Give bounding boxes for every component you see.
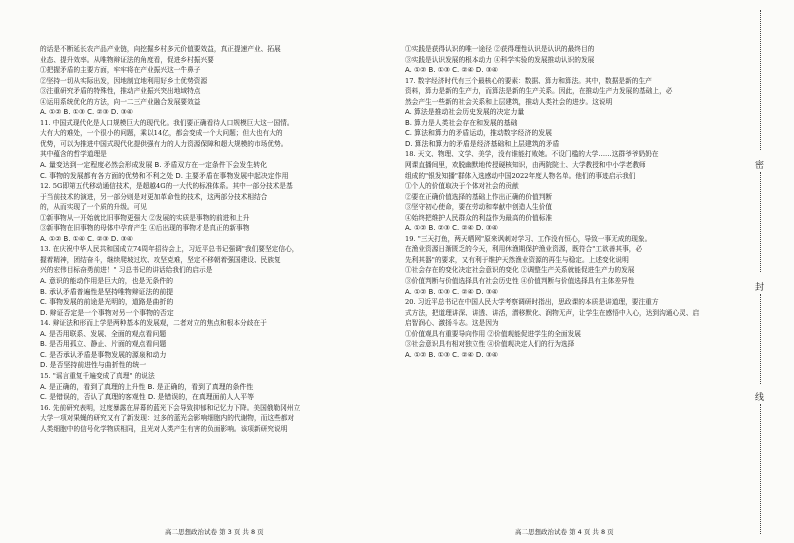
- text-line: 其中蕴含的哲学道理是: [40, 150, 107, 159]
- text-line: 15. "谣言重复千遍变成了真理" 的说法: [40, 371, 155, 380]
- text-line: 启智润心、激扬斗志。这是因为: [405, 319, 499, 328]
- text-line: D. 是否坚持前进性与曲折性的统一: [40, 361, 147, 370]
- text-line: A. ①② B. ①④ C. ②③ D. ③④: [40, 234, 133, 243]
- text-line: 兴的宏伟目标奋勇前进！" 习总书记的讲话给我们的启示是: [40, 266, 213, 275]
- text-line: A. 是正确的，看到了真理的上升性 B. 是正确的，看到了真理的条件性: [40, 382, 254, 391]
- text-line: A. ①② B. ②③ C. ②④ D. ③④: [405, 224, 498, 233]
- page-footer-left: 高二思想政治试卷 第 3 页 共 8 页: [165, 528, 264, 536]
- text-line: 于当前技术的演进，另一部分则是对更加革命性的技术，这两部分技术相结合: [40, 192, 268, 201]
- text-line: C. 事物的发展都有各方面的优势和不利之处 D. 主要矛盾在事物发展中起决定作用: [40, 171, 289, 180]
- text-line: 然会产生一些新的社会关系和上层建筑，推动人类社会的进步。这说明: [405, 97, 613, 106]
- left-page-text: [40, 44, 392, 434]
- text-line: A. 是否用联系、发展、全面的观点看问题: [40, 329, 167, 338]
- text-line: ①社会存在的变化决定社会意识的变化 ②调整生产关系就能促进生产力的发展: [405, 266, 635, 275]
- text-line: C. 事物发展的前途是光明的，道路是曲折的: [40, 298, 174, 307]
- text-line: ②坚持一切从实际出发，因地制宜地利用好乡土优势资源: [40, 76, 208, 85]
- text-line: ③注重研究矛盾的特殊性，推动产业振兴突出地域特点: [40, 87, 201, 96]
- text-line: 16. 先前研究表明，过度暴露在屏幕的蓝光下会导致抑郁和记忆力下降。美国俄勒冈州立: [40, 403, 301, 412]
- text-line: A. ①② B. ①③ C. ②④ D. ③④: [405, 287, 498, 296]
- text-line: 组成的"银发知播"群体入选感动中国2022年度人物名单。他们的事迹启示我们: [405, 171, 636, 180]
- text-line: 18. 天文、物理、文学、美学，没有谁能打败她。不设门槛的大学……这群爷爷奶奶在: [405, 150, 659, 159]
- text-line: ③坚守初心使命，要在劳动和奉献中创造人生价值: [405, 203, 553, 212]
- text-line: ②要在正确价值选择的基础上作出正确的价值判断: [405, 192, 553, 201]
- text-line: 在渔业资源日渐匮乏的今天，利用休渔期保护渔业资源，既符合"工欲善其事，必: [405, 245, 643, 254]
- text-line: 的话是不断延长农产品产业链，向挖掘乡村多元价值要效益，真正提速产业、拓展: [40, 45, 281, 53]
- text-line: A. 量变达到一定程度必然会形成发展 B. 矛盾双方在一定条件下会发生转化: [40, 161, 267, 170]
- text-line: D. 辩证否定是一个事物对另一个事物的否定: [40, 308, 174, 317]
- text-line: 12. 5G即第五代移动通信技术，是超越4G的一大代的标准体系。其中一部分技术是基: [40, 182, 293, 191]
- binding-margin: [752, 10, 770, 535]
- text-line: 的，从而实现了一个质的升级。可见: [40, 203, 147, 212]
- text-line: B. 算力是人类社会存在和发展的基础: [405, 118, 518, 127]
- page-footer-right: 高二思想政治试卷 第 4 页 共 8 页: [515, 528, 614, 536]
- text-line: 14. 辩证法和形而上学是两种基本的发展观，二者对立的焦点和根本分歧在于: [40, 319, 267, 328]
- text-line: 先利其器"的要求，又有利于维护天然渔业资源的再生与稳定。上述变化说明: [405, 255, 629, 264]
- text-line: 20. 习近平总书记在中国人民大学考察调研时指出，思政课的本质是讲道理，要注重方: [405, 298, 659, 307]
- text-line: 业态、提升效率。从唯物辩证法的角度看，促进乡村振兴要: [40, 55, 214, 64]
- text-line: ③新事物在旧事物的母体中孕育产生 ④后出现的事物才是真正的新事物: [40, 224, 250, 233]
- text-line: 17. 数字经济时代有三个最核心的要素：数据、算力和算法。其中，数据是新的生产: [405, 76, 652, 85]
- binding-mark-line: 线: [755, 393, 765, 403]
- text-line: A. ①② B. ①③ C. ②④ D. ③④: [405, 66, 498, 75]
- text-line: A. ①② B. ①③ C. ②④ D. ③④: [405, 350, 498, 359]
- text-line: B. 是否用孤立、静止、片面的观点看问题: [40, 340, 167, 349]
- text-line: A. ①② B. ①③ C. ②③ D. ③④: [40, 108, 133, 117]
- text-line: ①价值观具有重要导向作用 ②价值观能促进学生的全面发展: [405, 329, 581, 338]
- text-line: ①把握矛盾的主要方面，牢牢将在产业振兴这一牛鼻子: [40, 66, 201, 75]
- text-line: ①个人的价值取决于个体对社会的贡献: [405, 182, 519, 191]
- text-line: 式方法，把道理讲深、讲透、讲活，潜移默化、润物无声，让学生在感悟中入心，达到沟通心灵、启: [405, 308, 700, 317]
- text-line: B. 承认矛盾普遍性是坚持唯物辩证法的前提: [40, 287, 174, 296]
- text-line: A. 算法是推动社会历史发展的决定力量: [405, 108, 525, 117]
- binding-mark-seal: 密: [755, 161, 765, 171]
- text-line: ③实践是认识发展的根本动力 ④科学实验的发展推动认识的发展: [405, 55, 595, 64]
- text-line: 资料，算力是新的生产力，而算法是新的生产关系。因此，在推动生产力发展的基础上，必: [405, 87, 673, 96]
- text-line: C. 是否承认矛盾是事物发展的源泉和动力: [40, 350, 167, 359]
- binding-dotted-line: [760, 404, 761, 534]
- binding-mark-sealed: 封: [755, 283, 765, 293]
- text-line: 优势，可以为推进中国式现代化提供强有力的人力资源保障和超大规模的市场优势。: [40, 139, 288, 148]
- text-line: C. 是错误的，否认了真理的客观性 D. 是错误的，在真理面前人人平等: [40, 393, 255, 402]
- text-line: ①实践是获得认识的唯一途径 ②获得理性认识是认识的最终目的: [405, 45, 595, 53]
- text-line: 大有大的难处，一个很小的问题，乘以14亿，都会变成一个大问题；但大也有大的: [40, 129, 283, 138]
- text-line: ④运用系统优化的方法，向一二三产业融合发展要效益: [40, 97, 201, 106]
- text-line: ③社会意识具有相对独立性 ④价值观决定人们的行为选择: [405, 340, 575, 349]
- text-line: 网课直播间里，欢脱幽默地传授硬核知识，由两院院士、大学教授和中小学老教师: [405, 161, 646, 170]
- binding-dotted-line: [760, 10, 761, 150]
- text-line: C. 算法和算力的矛盾运动，推动数字经济的发展: [405, 129, 553, 138]
- text-line: ①新事物从一开始就比旧事物更强大 ②发展的实质是事物的前进和上升: [40, 213, 250, 222]
- binding-dotted-line: [760, 294, 761, 384]
- text-line: D. 算法和算力的矛盾是经济基础和上层建筑的矛盾: [405, 139, 560, 148]
- binding-dotted-line: [760, 172, 761, 272]
- text-line: ③价值判断与价值选择具有社会历史性 ④价值判断与价值选择具有主体差异性: [405, 277, 635, 286]
- right-page-text: [405, 44, 737, 360]
- text-line: 19. "三天打鱼，两天晒网"原来讽刺对学习、工作没有恒心，导致一事无成的现象。: [405, 234, 652, 243]
- text-line: 握着精神，团结奋斗，继续爬坡过坎、攻坚克难，坚定不移朝着强国建设、民族复: [40, 255, 281, 264]
- text-line: 13. 在庆祝中华人民共和国成立74周年招待会上，习近平总书记强调"我们要坚定信心，: [40, 245, 299, 254]
- text-line: 11. 中国式现代化是人口规模巨大的现代化。我们要正确看待人口规模巨大这一国情。: [40, 118, 294, 127]
- text-line: 人类细胞中的信号化学物质相同，且光对人类产生有害的负面影响。该项新研究说明: [40, 424, 288, 433]
- text-line: 大学一项对果蝇的研究又有了新发现：过多的蓝光会影响细胞内的代谢物，而这些都对: [40, 414, 295, 423]
- text-line: A. 意识的能动作用是巨大的，也是无条件的: [40, 277, 174, 286]
- text-line: ④始终把维护人民群众的利益作为最高的价值标准: [405, 213, 553, 222]
